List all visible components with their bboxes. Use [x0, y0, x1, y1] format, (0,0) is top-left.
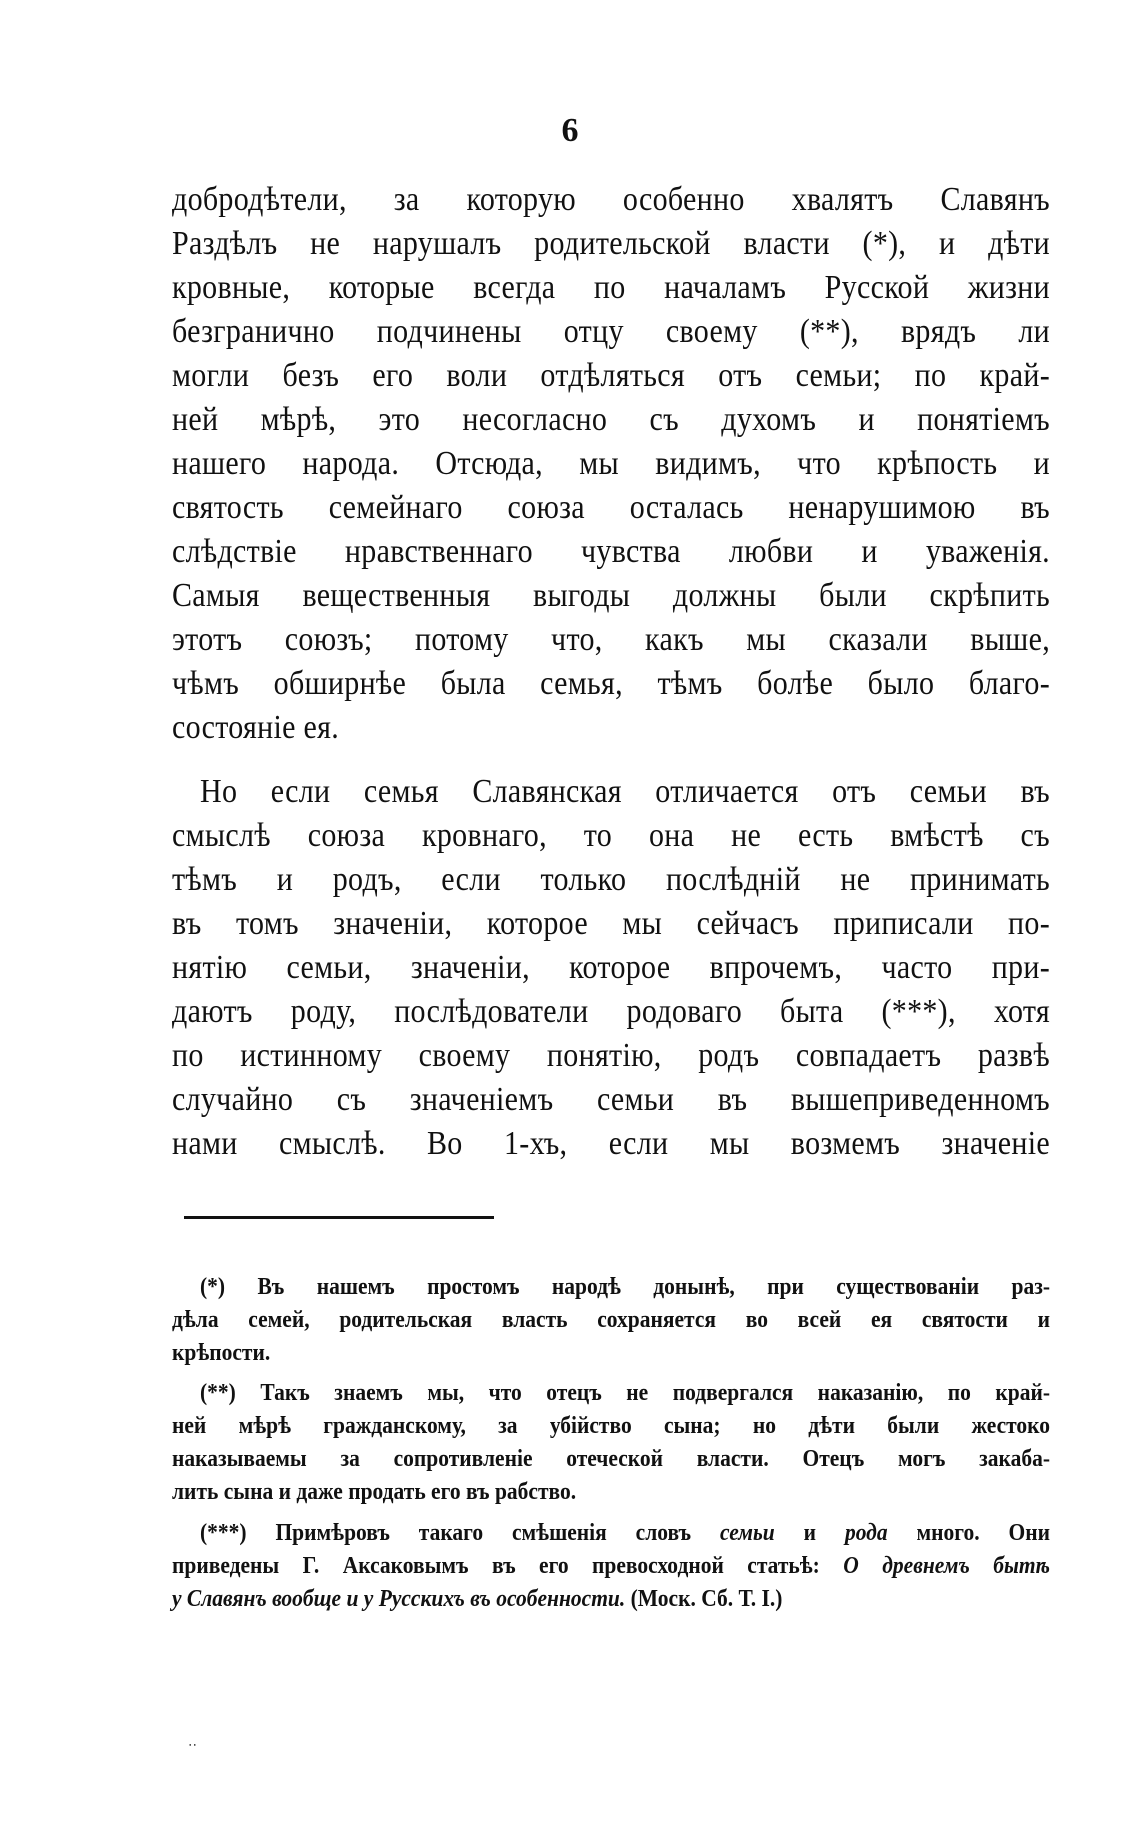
text-line: безгранично подчинены отцу своему (**), врядъ ли: [172, 312, 1050, 350]
text-line: по истинному своему понятію, родъ совпадаетъ развѣ: [172, 1036, 1050, 1074]
text-line: слѣдствіе нравственнаго чувства любви и уваженія.: [172, 532, 1050, 570]
page-number: 6: [561, 112, 579, 149]
footnote-italic: рода: [844, 1518, 888, 1546]
text-line: чѣмъ обширнѣе была семья, тѣмъ болѣе было благо-: [172, 664, 1050, 702]
footnote-text: и: [774, 1518, 845, 1546]
text-line: добродѣтели, за которую особенно хвалятъ Славянъ: [172, 180, 1050, 218]
text-line: этотъ союзъ; потому что, какъ мы сказали выше,: [172, 620, 1050, 658]
footnote-text: приведены Г. Аксаковымъ въ его превосходной статьѣ:: [172, 1551, 844, 1579]
text-line: нашего народа. Отсюда, мы видимъ, что крѣпость и: [172, 444, 1050, 482]
text-line: даютъ роду, послѣдователи родоваго быта (***), хотя: [172, 992, 1050, 1030]
text-line: святость семейнаго союза осталась ненарушимою въ: [172, 488, 1050, 526]
footnote-italic: у Славянъ вообще и у Русскихъ въ особенности.: [172, 1584, 626, 1612]
text-line: въ томъ значеніи, которое мы сейчасъ приписали по-: [172, 904, 1050, 942]
footnote-line: [172, 1580, 1050, 1617]
body-paragraph-2: [172, 770, 1050, 1166]
footnote-1: [172, 1270, 1050, 1369]
text-line: случайно съ значеніемъ семьи въ вышеприведенномъ: [172, 1080, 1050, 1118]
footnote-text: (Моск. Сб. Т. I.): [625, 1584, 783, 1612]
footnote-line: (*) Въ нашемъ простомъ народѣ донынѣ, при существованіи раз-: [200, 1272, 1050, 1300]
text-line: нами смыслѣ. Во 1-хъ, если мы возмемъ значеніе: [172, 1124, 1050, 1162]
text-line: Раздѣлъ не нарушалъ родительской власти (*), и дѣти: [172, 224, 1050, 262]
footnote-line: [172, 1514, 1050, 1551]
stray-print-mark: ‧‧: [188, 1739, 197, 1754]
footnote-text: много. Они: [887, 1518, 1050, 1546]
footnote-line: (**) Такъ знаемъ мы, что отецъ не подвергался наказанію, по край-: [200, 1378, 1050, 1406]
footnote-2: [172, 1376, 1050, 1508]
text-line: смыслѣ союза кровнаго, то она не есть вмѣстѣ съ: [172, 816, 1050, 854]
text-line: кровные, которые всегда по началамъ Русской жизни: [172, 268, 1050, 306]
text-line: Но если семья Славянская отличается отъ семьи въ: [200, 772, 1050, 810]
footnote-3: [172, 1516, 1050, 1615]
footnote-text: (***) Примѣровъ такаго смѣшенія словъ: [200, 1518, 720, 1546]
body-paragraph-1: [172, 178, 1050, 750]
text-line: ней мѣрѣ, это несогласно съ духомъ и понятіемъ: [172, 400, 1050, 438]
text-line: Самыя вещественныя выгоды должны были скрѣпить: [172, 576, 1050, 614]
text-line: состояніе ея.: [172, 708, 340, 746]
footnote-line: [172, 1547, 1050, 1584]
footnote-line: лить сына и даже продать его въ рабство.: [172, 1477, 577, 1505]
text-line: могли безъ его воли отдѣляться отъ семьи; по край-: [172, 356, 1050, 394]
footnote-line: наказываемы за сопротивленіе отеческой власти. Отецъ могъ закаба-: [172, 1444, 1050, 1472]
text-line: тѣмъ и родъ, если только послѣдній не принимать: [172, 860, 1050, 898]
footnote-line: крѣпости.: [172, 1338, 271, 1366]
footnote-divider: [184, 1216, 494, 1219]
footnote-line: ней мѣрѣ гражданскому, за убійство сына; но дѣти были жестоко: [172, 1411, 1050, 1439]
footnote-italic: О древнемъ бытѣ: [843, 1551, 1050, 1579]
text-line: нятію семьи, значеніи, которое впрочемъ, часто при-: [172, 948, 1050, 986]
footnote-line: дѣла семей, родительская власть сохраняется во всей ея святости и: [172, 1305, 1050, 1333]
footnote-italic: семьи: [719, 1518, 775, 1546]
